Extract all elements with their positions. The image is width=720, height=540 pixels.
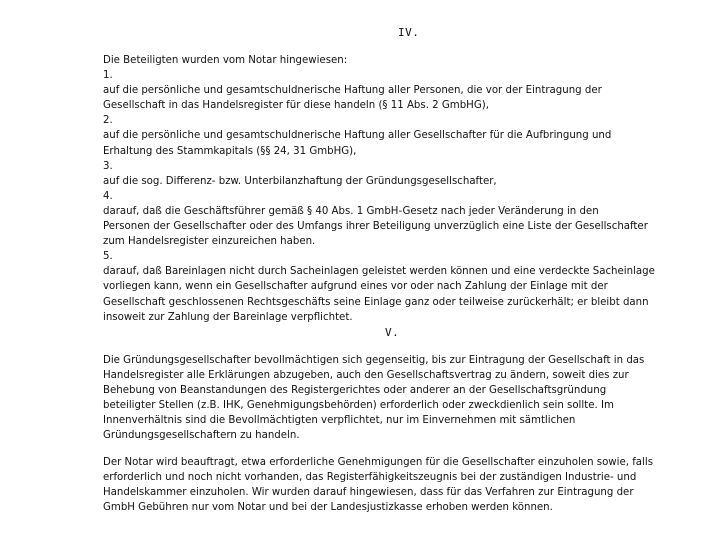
text-line: Innenverhältnis sind die Bevollmächtigten verpflichtet, nur im Einvernehmen mit sämtlichen	[103, 415, 576, 427]
list-number: 5.	[103, 251, 113, 263]
text-line: Gesellschaft in das Handelsregister für diese handeln (§ 11 Abs. 2 GmbHG),	[103, 100, 489, 112]
text-line: Handelsregister alle Erklärungen abzugeben, auch den Gesellschaftsvertrag zu ändern, soweit dies zur	[103, 370, 629, 382]
text-line: auf die sog. Differenz- bzw. Unterbilanzhaftung der Gründungsgesellschafter,	[103, 175, 497, 187]
list-number: 4.	[103, 190, 113, 202]
text-line: Handelskammer einzuholen. Wir wurden darauf hingewiesen, dass für das Verfahren zur Eintragung der	[103, 487, 634, 499]
text-line: Die Gründungsgesellschafter bevollmächtigen sich gegenseitig, bis zur Eintragung der Gesellschaft in das	[103, 355, 645, 366]
text-line: darauf, daß die Geschäftsführer gemäß § 40 Abs. 1 GmbH-Gesetz nach jeder Veränderung in den	[103, 205, 599, 217]
text-line: beteiligter Stellen (z.B. IHK, Genehmigungsbehörden) erforderlich oder zweckdienlich sein sollte. Im	[103, 400, 614, 412]
text-line: zum Handelsregister einzureichen haben.	[103, 236, 316, 248]
section-iv-body	[103, 53, 683, 325]
section-v-paragraph-2	[103, 455, 683, 515]
text-line: Gründungsgesellschaftern zu handeln.	[103, 430, 300, 442]
text-line: Behebung von Beanstandungen des Registergerichtes oder anderer an der Gesellschaftsgründung	[103, 385, 607, 397]
text-line: Der Notar wird beauftragt, etwa erforderliche Genehmigungen für die Gesellschafter einzuholen sowie, falls	[103, 457, 654, 468]
section-iv-heading: IV.	[398, 26, 420, 39]
text-line: auf die persönliche und gesamtschuldnerische Haftung aller Gesellschafter für die Aufbringung und	[103, 130, 612, 142]
text-line: Die Beteiligten wurden vom Notar hingewiesen:	[103, 55, 348, 66]
list-number: 2.	[103, 115, 113, 127]
section-v-paragraph-1	[103, 353, 683, 444]
text-line: auf die persönliche und gesamtschuldnerische Haftung aller Personen, die vor der Eintragung der	[103, 85, 602, 97]
text-line: Erhaltung des Stammkapitals (§§ 24, 31 GmbHG),	[103, 145, 357, 157]
text-line: darauf, daß Bareinlagen nicht durch Sacheinlagen geleistet werden können und eine verdeckte Sacheinlage	[103, 266, 655, 278]
list-number: 1.	[103, 70, 113, 82]
section-v-heading: V.	[385, 326, 400, 339]
text-line: GmbH Gebühren nur vom Notar und bei der Landesjustizkasse erhoben werden können.	[103, 502, 553, 514]
text-line: vorliegen kann, wenn ein Gesellschafter aufgrund eines vor oder nach Zahlung der Einlage mit der	[103, 281, 608, 293]
text-line: insoweit zur Zahlung der Bareinlage verpflichtet.	[103, 311, 353, 323]
text-line: erforderlich und noch nicht vorhanden, das Registerfähigkeitszeugnis bei der zuständigen Industrie- und	[103, 472, 637, 484]
text-line: Gesellschaft geschlossenen Rechtsgeschäfts seine Einlage ganz oder teilweise zurückerhält; er bleibt dann	[103, 296, 649, 308]
list-number: 3.	[103, 160, 113, 172]
text-line: Personen der Gesellschafter oder des Umfangs ihrer Beteiligung unverzüglich eine Liste der Gesellschafter	[103, 221, 648, 233]
